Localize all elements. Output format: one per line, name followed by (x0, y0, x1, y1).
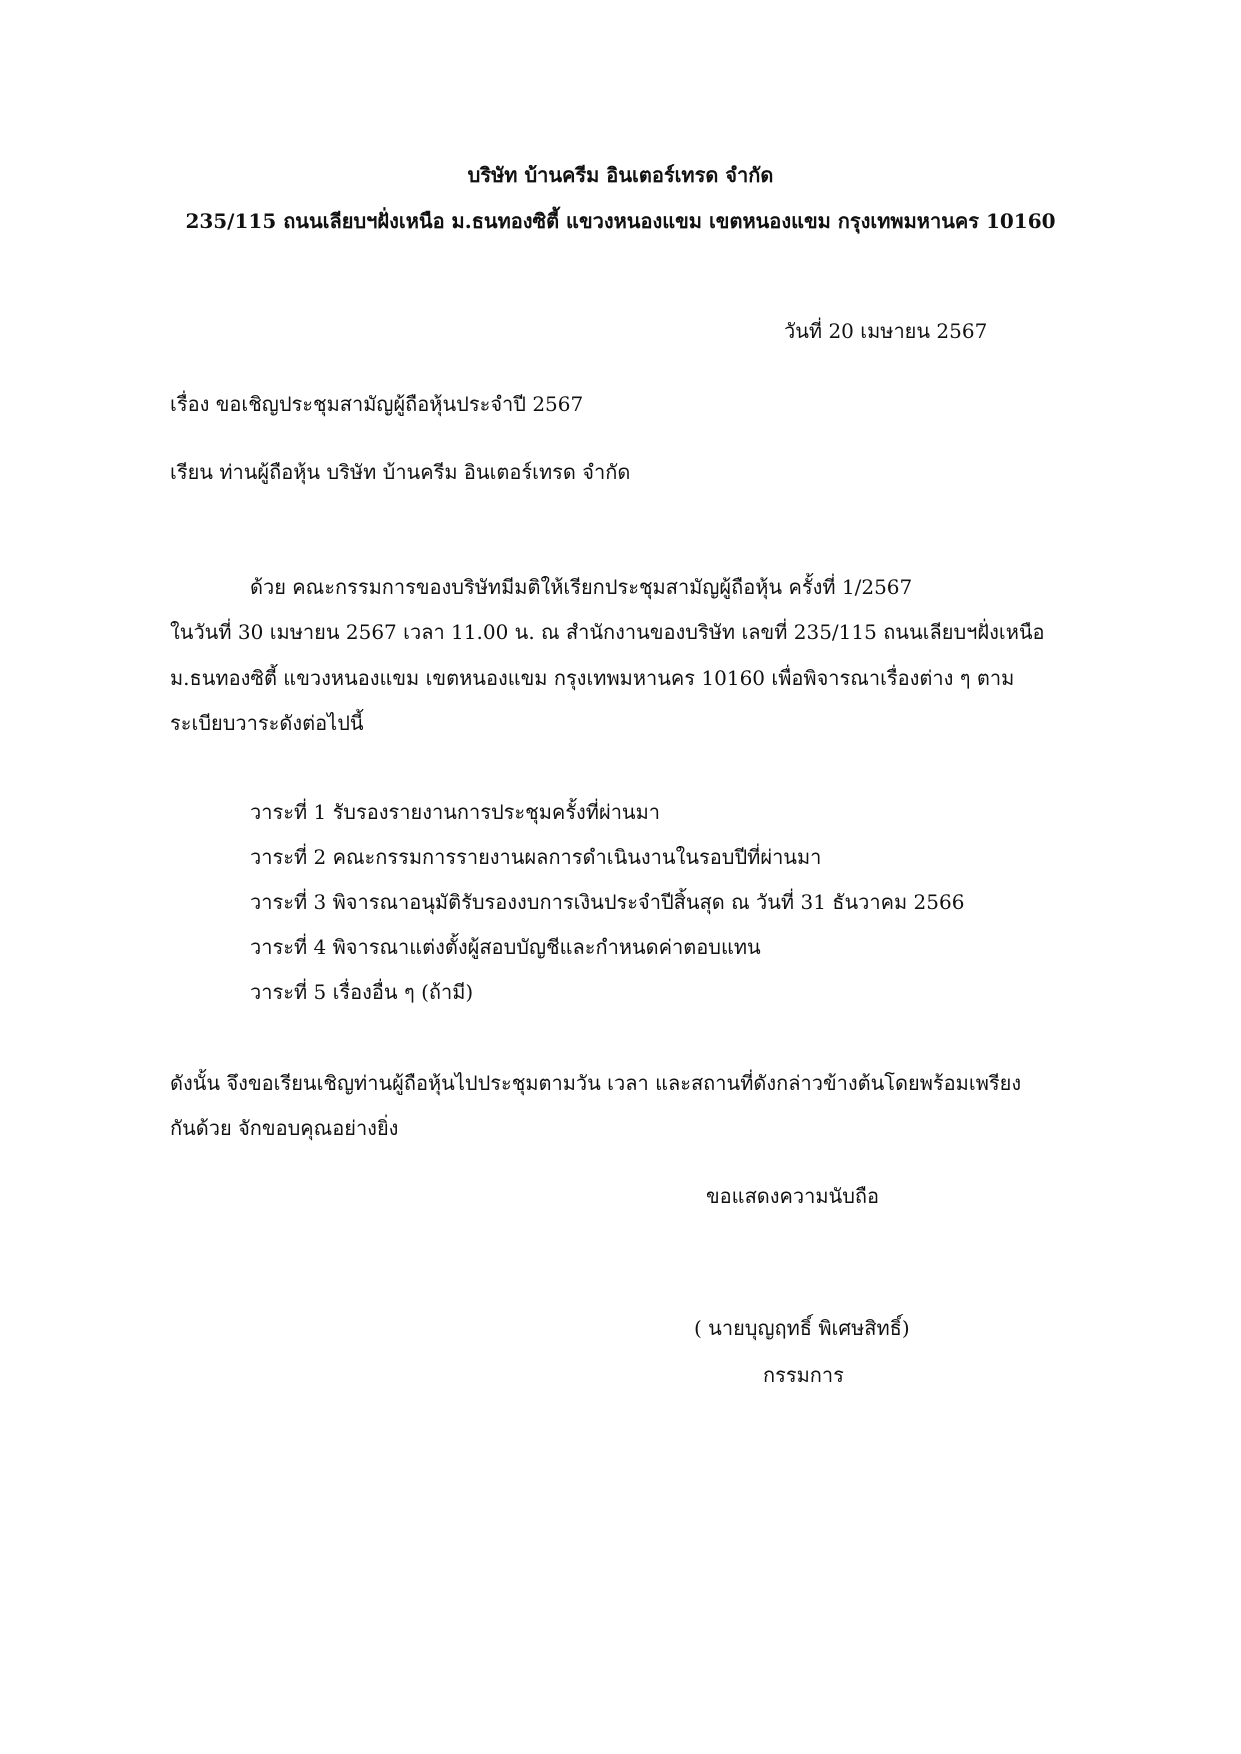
agenda-item: วาระที่ 3 พิจารณาอนุมัติรับรองงบการเงินประจำปีสิ้นสุด ณ วันที่ 31 ธันวาคม 2566 (250, 890, 965, 914)
closing-regards: ขอแสดงความนับถือ (706, 1184, 880, 1208)
company-name: บริษัท บ้านครีม อินเตอร์เทรด จำกัด (467, 163, 774, 187)
agenda-item: วาระที่ 1 รับรองรายงานการประชุมครั้งที่ผ่านมา (250, 800, 661, 824)
body-line-1: ด้วย คณะกรรมการของบริษัทมีมติให้เรียกประชุมสามัญผู้ถือหุ้น ครั้งที่ 1/2567 (250, 575, 913, 599)
body-line-2: ในวันที่ 30 เมษายน 2567 เวลา 11.00 น. ณ สำนักงานของบริษัท เลขที่ 235/115 ถนนเลียบฯฝั่งเหนือ (170, 620, 1045, 644)
agenda-item: วาระที่ 5 เรื่องอื่น ๆ (ถ้ามี) (250, 980, 474, 1004)
letter-salutation: เรียน ท่านผู้ถือหุ้น บริษัท บ้านครีม อินเตอร์เทรด จำกัด (170, 460, 631, 484)
body-line-4: ระเบียบวาระดังต่อไปนี้ (170, 711, 364, 735)
closing-line-1: ดังนั้น จึงขอเรียนเชิญท่านผู้ถือหุ้นไปประชุมตามวัน เวลา และสถานที่ดังกล่าวข้างต้นโดยพร้อมเพรียง (170, 1071, 1022, 1095)
signatory-title: กรรมการ (763, 1363, 844, 1387)
body-line-3: ม.ธนทองซิตี้ แขวงหนองแขม เขตหนองแขม กรุงเทพมหานคร 10160 เพื่อพิจารณาเรื่องต่าง ๆ ตาม (170, 666, 1015, 690)
agenda-item: วาระที่ 2 คณะกรรมการรายงานผลการดำเนินงานในรอบปีที่ผ่านมา (250, 845, 822, 869)
signatory-name: ( นายบุญฤทธิ์ พิเศษสิทธิ์) (694, 1316, 910, 1340)
closing-line-2: กันด้วย จักขอบคุณอย่างยิ่ง (170, 1116, 399, 1140)
agenda-item: วาระที่ 4 พิจารณาแต่งตั้งผู้สอบบัญชีและกำหนดค่าตอบแทน (250, 935, 761, 959)
letter-date: วันที่ 20 เมษายน 2567 (784, 319, 988, 343)
company-address: 235/115 ถนนเลียบฯฝั่งเหนือ ม.ธนทองซิตี้ แขวงหนองแขม เขตหนองแขม กรุงเทพมหานคร 10160 (185, 209, 1056, 233)
letter-subject: เรื่อง ขอเชิญประชุมสามัญผู้ถือหุ้นประจำปี 2567 (170, 392, 584, 416)
